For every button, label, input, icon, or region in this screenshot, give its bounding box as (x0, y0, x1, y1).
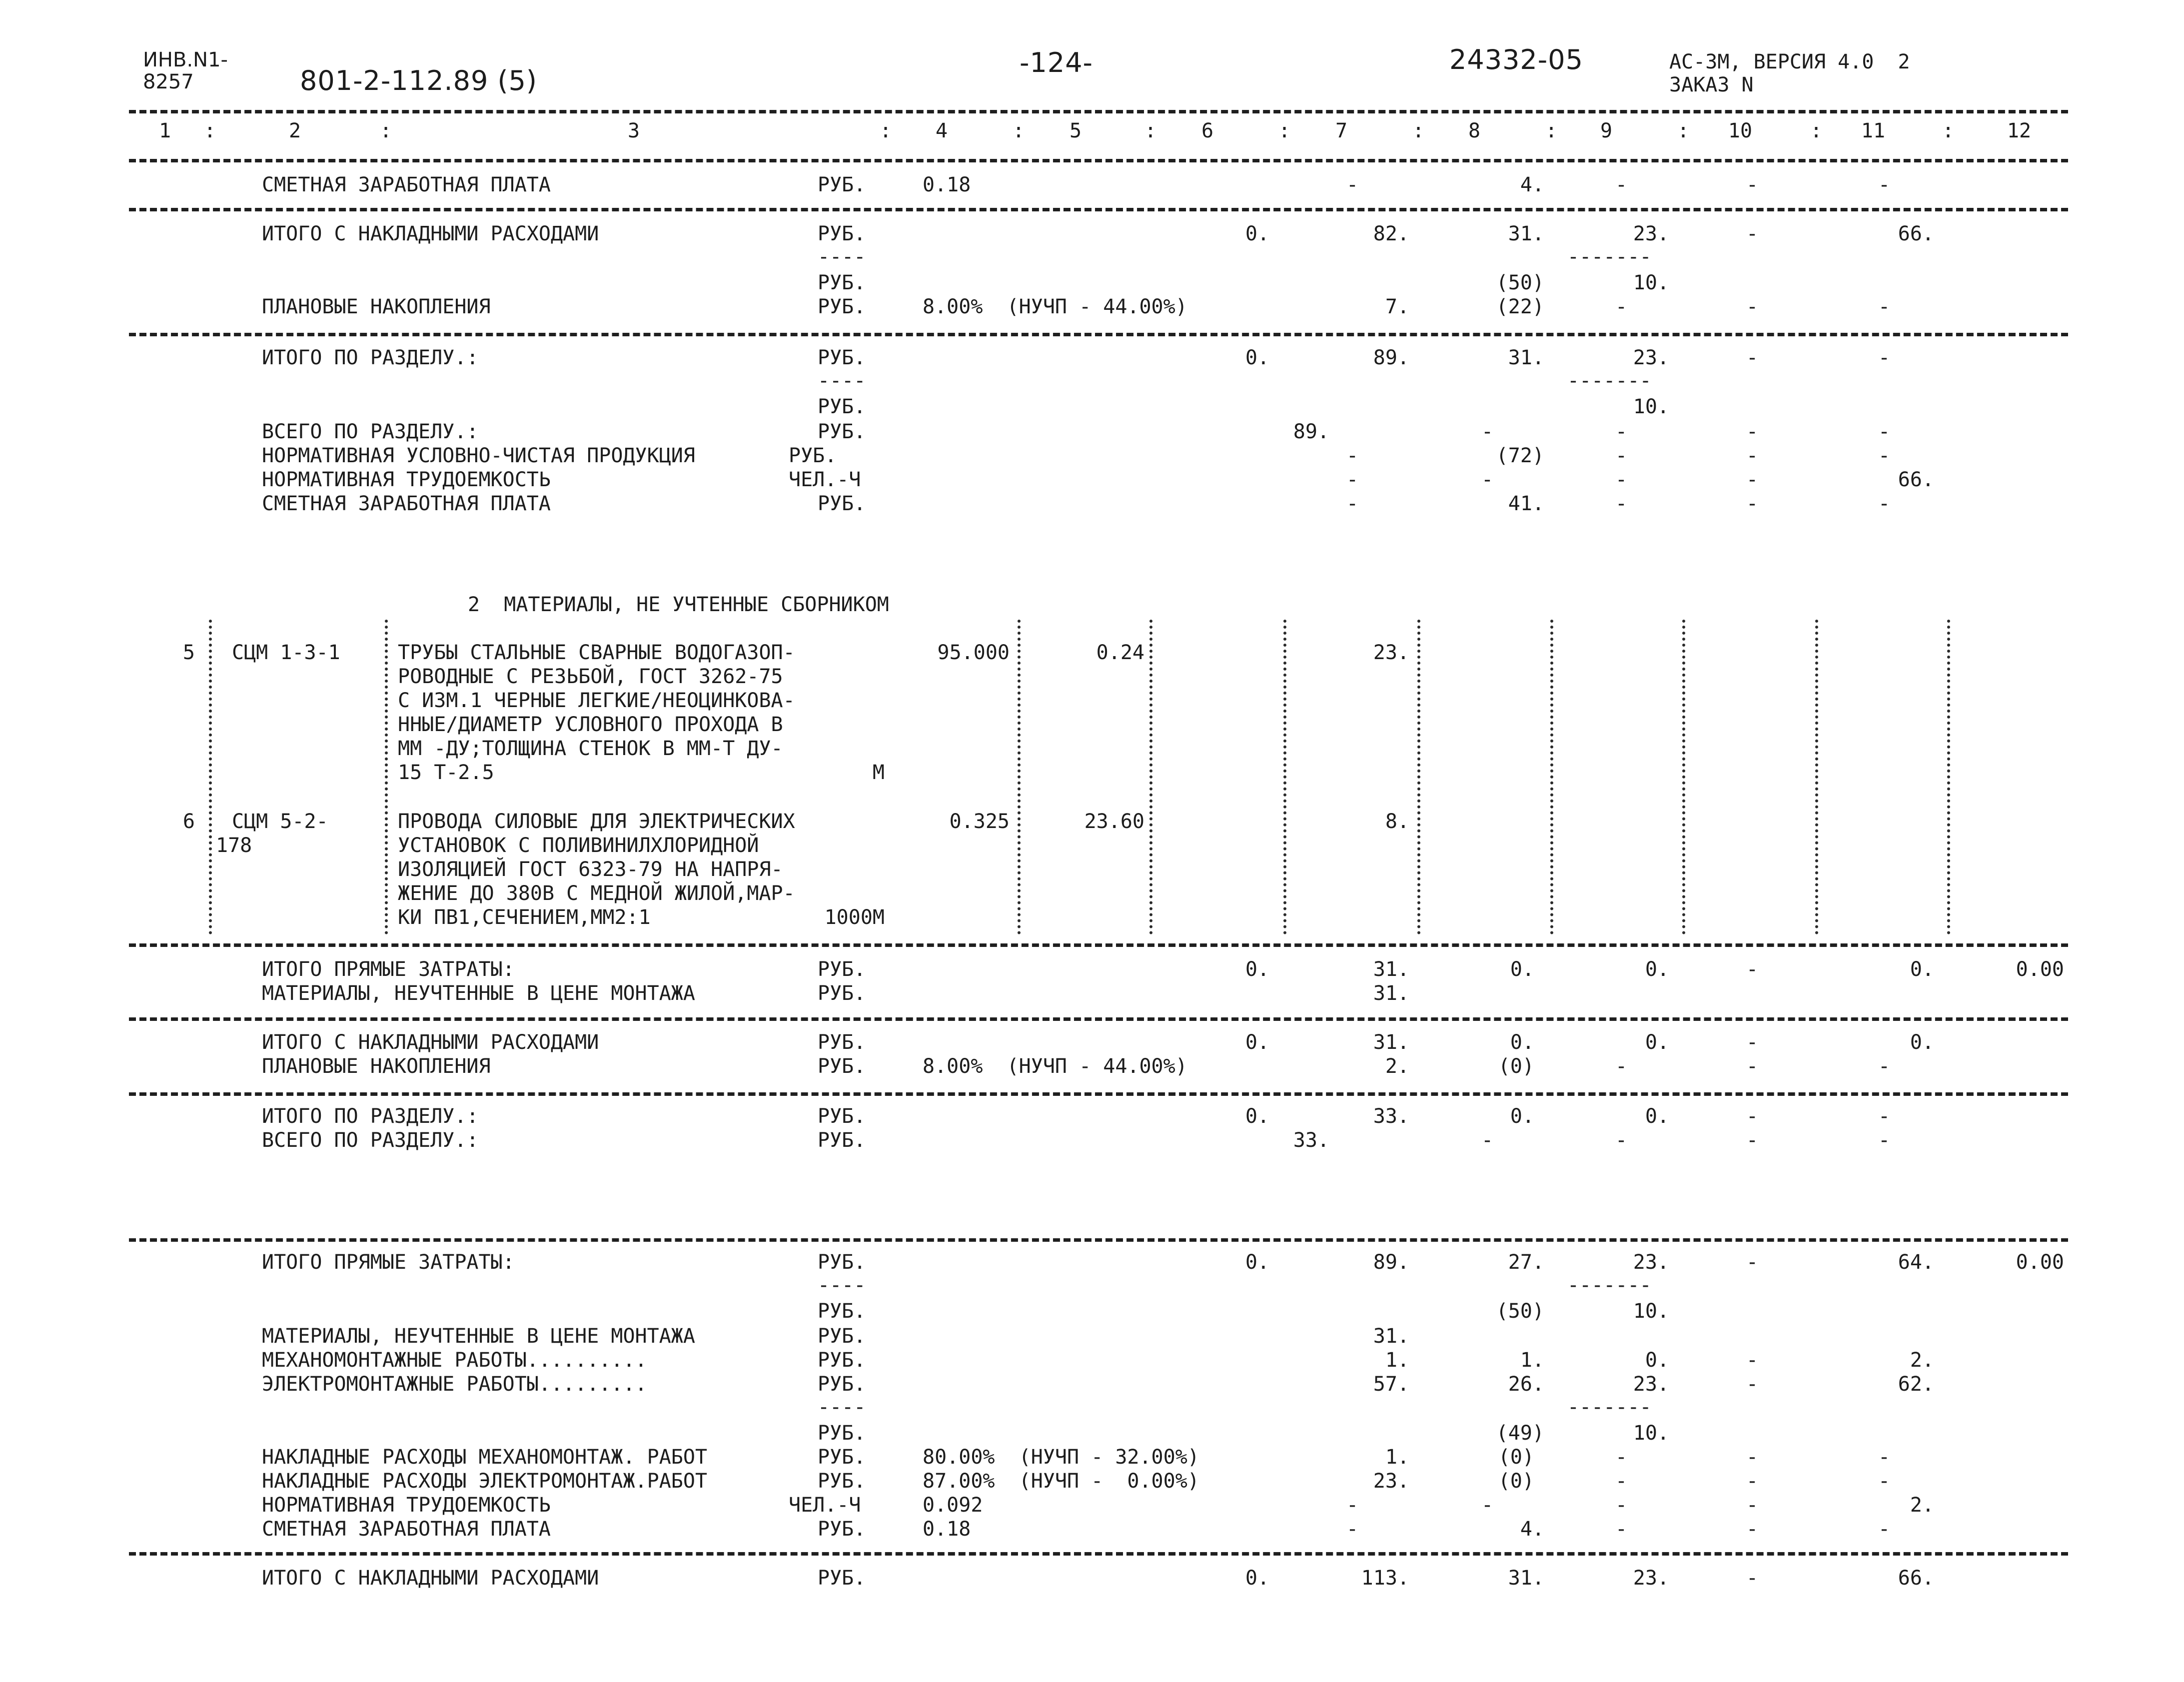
document-code: 801-2-112.89 (5) (300, 65, 537, 96)
cell-col7: 89. (1373, 1251, 1409, 1274)
order-number-label: ЗАКАЗ N (1669, 73, 1754, 96)
item-unit: М (872, 761, 885, 784)
cell-col11: - (1878, 1105, 1891, 1128)
row-label: ИТОГО ПРЯМЫЕ ЗАТРАТЫ: (262, 1251, 515, 1274)
cell-col9: 10. (1633, 271, 1669, 294)
cell-col9: - (1615, 1055, 1628, 1078)
row-label: ИТОГО ПРЯМЫЕ ЗАТРАТЫ: (262, 958, 515, 981)
header-bottom-rule (129, 159, 2068, 162)
cell-col9: 10. (1633, 395, 1669, 418)
cell-col11: 2. (1910, 1494, 1934, 1517)
cell-col10: - (1746, 346, 1759, 369)
cell-col7: 31. (1373, 1031, 1409, 1054)
cell-col7: - (1346, 444, 1359, 467)
cell-col8: (72) (1496, 444, 1544, 467)
cell-col8: 4. (1520, 173, 1544, 196)
cell-col6: 0. (1245, 346, 1269, 369)
cell-col8: - (1481, 420, 1494, 443)
cell-col7: 8. (1385, 810, 1409, 833)
item-description-line: ПРОВОДА СИЛОВЫЕ ДЛЯ ЭЛЕКТРИЧЕСКИХ (398, 810, 795, 833)
column-divider (1815, 620, 1818, 934)
cell-col7: 31. (1373, 1325, 1409, 1348)
row-label: СМЕТНАЯ ЗАРАБОТНАЯ ПЛАТА (262, 173, 551, 196)
item-unit-price: 23.60 (1084, 810, 1144, 833)
cell-col9: 10. (1633, 1300, 1669, 1323)
cell-col10: - (1746, 1349, 1759, 1372)
cell-col10: - (1746, 1105, 1759, 1128)
cell-col8: - (1481, 468, 1494, 491)
section-title: 2 МАТЕРИАЛЫ, НЕ УЧТЕННЫЕ СБОРНИКОМ (468, 593, 889, 616)
item-code: СЦМ 5-2- (232, 810, 328, 833)
row-label: НОРМАТИВНАЯ УСЛОВНО-ЧИСТАЯ ПРОДУКЦИЯ (262, 444, 695, 467)
column-header: 11 (1861, 119, 1886, 142)
column-divider (1550, 620, 1553, 934)
row-label: ИТОГО С НАКЛАДНЫМИ РАСХОДАМИ (262, 1031, 599, 1054)
percent-note: 8.00% (НУЧП - 44.00%) (923, 1055, 1187, 1078)
cell-col11: - (1878, 173, 1891, 196)
item-description-line: ТРУБЫ СТАЛЬНЫЕ СВАРНЫЕ ВОДОГАЗОП- (398, 641, 795, 664)
cell-col7: 82. (1373, 222, 1409, 245)
row-unit: РУБ. (818, 1518, 866, 1541)
item-quantity: 95.000 (937, 641, 1010, 664)
item-description-line: 15 Т-2.5 (398, 761, 494, 784)
item-description-line: РОВОДНЫЕ С РЕЗЬБОЙ, ГОСТ 3262-75 (398, 665, 783, 688)
cell-col10: - (1746, 1251, 1759, 1274)
row-label: МЕХАНОМОНТАЖНЫЕ РАБОТЫ.......... (262, 1349, 647, 1372)
row-label: СМЕТНАЯ ЗАРАБОТНАЯ ПЛАТА (262, 492, 551, 515)
row-unit: РУБ. (818, 1349, 866, 1372)
cell-col7: - (1346, 1494, 1359, 1517)
cell-col10: - (1746, 1494, 1759, 1517)
cell-col8: - (1481, 1129, 1494, 1152)
cell-col10: - (1746, 173, 1759, 196)
system-version: АС-ЗМ, ВЕРСИЯ 4.0 2 (1669, 50, 1910, 73)
inventory-number: ИНВ.N1- 8257 (143, 48, 228, 93)
row-unit: РУБ. (818, 295, 866, 318)
column-divider (209, 620, 212, 934)
cell-col8: (50) (1496, 271, 1544, 294)
item-description-line: УСТАНОВОК С ПОЛИВИНИЛХЛОРИДНОЙ (398, 834, 759, 857)
cell-col10: - (1746, 1518, 1759, 1541)
cell-col8: (22) (1496, 295, 1544, 318)
cell-col8: 4. (1520, 1518, 1544, 1541)
cell-col10: - (1746, 444, 1759, 467)
column-divider (1417, 620, 1420, 934)
cell-col6-7: 89. (1293, 420, 1329, 443)
row-rule (129, 1017, 2068, 1021)
cell-col4: 0.18 (923, 173, 971, 196)
cell-col11: - (1878, 346, 1891, 369)
row-unit: РУБ. (818, 271, 866, 294)
cell-col10: - (1746, 1129, 1759, 1152)
cell-col10: - (1746, 1470, 1759, 1493)
row-unit: РУБ. (818, 346, 866, 369)
row-label: СМЕТНАЯ ЗАРАБОТНАЯ ПЛАТА (262, 1518, 551, 1541)
row-label: НАКЛАДНЫЕ РАСХОДЫ ЭЛЕКТРОМОНТАЖ.РАБОТ (262, 1470, 708, 1493)
row-rule (129, 333, 2068, 336)
row-unit: РУБ. (818, 492, 866, 515)
cell-col10: - (1746, 1446, 1759, 1469)
row-label: ИТОГО С НАКЛАДНЫМИ РАСХОДАМИ (262, 222, 599, 245)
column-header: 9 (1600, 119, 1613, 142)
cell-underline: ------- (1567, 1274, 1652, 1297)
cell-col4: 0.18 (923, 1518, 971, 1541)
row-unit: РУБ. (818, 982, 866, 1005)
item-quantity: 0.325 (949, 810, 1010, 833)
cell-col7: 57. (1373, 1373, 1409, 1396)
cell-col8: (0) (1498, 1446, 1534, 1469)
unit-underline: ---- (818, 369, 866, 392)
row-unit: РУБ. (818, 420, 866, 443)
cell-col8: 31. (1508, 1567, 1544, 1590)
cell-col8: 0. (1510, 1105, 1534, 1128)
row-unit: РУБ. (818, 1105, 866, 1128)
cell-col7: - (1346, 468, 1359, 491)
cell-col7: 23. (1373, 641, 1409, 664)
row-label: НАКЛАДНЫЕ РАСХОДЫ МЕХАНОМОНТАЖ. РАБОТ (262, 1446, 708, 1469)
cell-col6: 0. (1245, 222, 1269, 245)
cell-col9: - (1615, 420, 1628, 443)
cell-col10: - (1746, 492, 1759, 515)
cell-col11: - (1878, 1055, 1891, 1078)
unit-underline: ---- (818, 1396, 866, 1419)
cell-col8: 0. (1510, 958, 1534, 981)
item-description-line: КИ ПВ1,СЕЧЕНИЕМ,ММ2:1 (398, 906, 651, 929)
cell-col11: 64. (1898, 1251, 1934, 1274)
row-label: ПЛАНОВЫЕ НАКОПЛЕНИЯ (262, 1055, 491, 1078)
row-unit: РУБ. (818, 1446, 866, 1469)
cell-col10: - (1746, 1373, 1759, 1396)
row-label: ПЛАНОВЫЕ НАКОПЛЕНИЯ (262, 295, 491, 318)
cell-col9: 0. (1645, 958, 1669, 981)
cell-col11: - (1878, 492, 1891, 515)
cell-col8: 41. (1508, 492, 1544, 515)
row-rule (129, 943, 2068, 947)
row-unit: РУБ. (818, 1129, 866, 1152)
column-header: 6 (1201, 119, 1214, 142)
row-unit: ЧЕЛ.-Ч (789, 1494, 861, 1517)
cell-col12: 0.00 (2016, 958, 2064, 981)
cell-col7: 113. (1361, 1567, 1409, 1590)
cell-col11: - (1878, 444, 1891, 467)
cell-col7: - (1346, 1518, 1359, 1541)
column-divider (1149, 620, 1152, 934)
cell-col9: 0. (1645, 1349, 1669, 1372)
cell-col9: - (1615, 468, 1628, 491)
row-rule (129, 1092, 2068, 1096)
cell-col8: (0) (1498, 1470, 1534, 1493)
document-stamp-number: 24332-05 (1449, 44, 1583, 75)
row-label: ВСЕГО ПО РАЗДЕЛУ.: (262, 420, 479, 443)
cell-col6: 0. (1245, 1251, 1269, 1274)
row-label: МАТЕРИАЛЫ, НЕУЧТЕННЫЕ В ЦЕНЕ МОНТАЖА (262, 982, 695, 1005)
cell-col6: 0. (1245, 1105, 1269, 1128)
cell-col8: 31. (1508, 346, 1544, 369)
column-header: 5 (1069, 119, 1082, 142)
cell-col7: 31. (1373, 958, 1409, 981)
cell-col8: (50) (1496, 1300, 1544, 1323)
cell-col9: - (1615, 1518, 1628, 1541)
cell-col10: - (1746, 1031, 1759, 1054)
item-code: 178 (216, 834, 252, 857)
column-header: 8 (1468, 119, 1481, 142)
cell-col8: 0. (1510, 1031, 1534, 1054)
percent-note: 80.00% (НУЧП - 32.00%) (923, 1446, 1199, 1469)
column-divider (1018, 620, 1021, 934)
row-label: МАТЕРИАЛЫ, НЕУЧТЕННЫЕ В ЦЕНЕ МОНТАЖА (262, 1325, 695, 1348)
cell-col6: 0. (1245, 1031, 1269, 1054)
item-description-line: С ИЗМ.1 ЧЕРНЫЕ ЛЕГКИЕ/НЕОЦИНКОВА- (398, 689, 795, 712)
row-unit: РУБ. (818, 1373, 866, 1396)
table-top-rule (129, 110, 2068, 113)
row-unit: РУБ. (818, 395, 866, 418)
percent-note: 8.00% (НУЧП - 44.00%) (923, 295, 1187, 318)
row-unit: РУБ. (818, 1470, 866, 1493)
cell-col11: - (1878, 1129, 1891, 1152)
column-header: 3 (627, 119, 640, 142)
row-label: ЭЛЕКТРОМОНТАЖНЫЕ РАБОТЫ......... (262, 1373, 647, 1396)
cell-col9: - (1615, 1446, 1628, 1469)
row-unit: РУБ. (818, 1300, 866, 1323)
cell-col8: 1. (1520, 1349, 1544, 1372)
row-label: НОРМАТИВНАЯ ТРУДОЕМКОСТЬ (262, 468, 551, 491)
row-unit: РУБ. (818, 1567, 866, 1590)
cell-col9: 23. (1633, 346, 1669, 369)
cell-col7: - (1346, 173, 1359, 196)
item-unit-price: 0.24 (1096, 641, 1144, 664)
row-unit: ЧЕЛ.-Ч (789, 468, 861, 491)
column-divider (1283, 620, 1286, 934)
item-unit: 1000М (824, 906, 885, 929)
column-header: 1 (158, 119, 171, 142)
row-unit: РУБ. (818, 1251, 866, 1274)
row-rule (129, 1238, 2068, 1242)
cell-col10: - (1746, 1567, 1759, 1590)
cell-col6: 0. (1245, 958, 1269, 981)
page-number: -124- (1020, 47, 1093, 78)
column-divider (1682, 620, 1685, 934)
cell-col10: - (1746, 222, 1759, 245)
cell-col9: - (1615, 173, 1628, 196)
cell-col10: - (1746, 468, 1759, 491)
cell-col9: 0. (1645, 1031, 1669, 1054)
cell-col11: 0. (1910, 958, 1934, 981)
row-rule (129, 1552, 2068, 1556)
row-unit: РУБ. (789, 444, 837, 467)
row-label: ИТОГО ПО РАЗДЕЛУ.: (262, 346, 479, 369)
item-code: СЦМ 1-3-1 (232, 641, 340, 664)
cell-col7: 1. (1385, 1446, 1409, 1469)
cell-col7: - (1346, 492, 1359, 515)
cell-col11: - (1878, 420, 1891, 443)
cell-col9: - (1615, 1470, 1628, 1493)
cell-col8: (49) (1496, 1422, 1544, 1445)
cell-col7: 2. (1385, 1055, 1409, 1078)
cell-col8: 27. (1508, 1251, 1544, 1274)
item-number: 5 (182, 641, 195, 664)
cell-col7: 7. (1385, 295, 1409, 318)
cell-col9: 10. (1633, 1422, 1669, 1445)
cell-col9: - (1615, 295, 1628, 318)
cell-col10: - (1746, 420, 1759, 443)
row-rule (129, 208, 2068, 211)
cell-col9: 0. (1645, 1105, 1669, 1128)
unit-underline: ---- (818, 245, 866, 268)
cell-col11: - (1878, 1446, 1891, 1469)
cell-col11: 2. (1910, 1349, 1934, 1372)
cell-underline: ------- (1567, 1396, 1652, 1419)
cell-col10: - (1746, 1055, 1759, 1078)
row-unit: РУБ. (818, 1422, 866, 1445)
column-divider (1947, 620, 1950, 934)
cell-col10: - (1746, 958, 1759, 981)
cell-col12: 0.00 (2016, 1251, 2064, 1274)
cell-col7: 1. (1385, 1349, 1409, 1372)
column-header: 2 (288, 119, 301, 142)
row-label: ВСЕГО ПО РАЗДЕЛУ.: (262, 1129, 479, 1152)
cell-col7: 31. (1373, 982, 1409, 1005)
cell-underline: ------- (1567, 369, 1652, 392)
column-header: 12 (2007, 119, 2032, 142)
row-label: НОРМАТИВНАЯ ТРУДОЕМКОСТЬ (262, 1494, 551, 1517)
unit-underline: ---- (818, 1274, 866, 1297)
cell-col9: - (1615, 1494, 1628, 1517)
cell-col11: 0. (1910, 1031, 1934, 1054)
cell-col7: 89. (1373, 346, 1409, 369)
item-number: 6 (182, 810, 195, 833)
cell-col8: 26. (1508, 1373, 1544, 1396)
cell-col9: - (1615, 492, 1628, 515)
percent-note: 87.00% (НУЧП - 0.00%) (923, 1470, 1199, 1493)
row-unit: РУБ. (818, 222, 866, 245)
cell-underline: ------- (1567, 245, 1652, 268)
cell-col8: (0) (1498, 1055, 1534, 1078)
cell-col9: 23. (1633, 222, 1669, 245)
item-description-line: ИЗОЛЯЦИЕЙ ГОСТ 6323-79 НА НАПРЯ- (398, 858, 783, 881)
cell-col10: - (1746, 295, 1759, 318)
cell-col11: - (1878, 1518, 1891, 1541)
column-header: 7 (1335, 119, 1348, 142)
cell-col9: 23. (1633, 1567, 1669, 1590)
cell-col11: 62. (1898, 1373, 1934, 1396)
cell-col4: 0.092 (923, 1494, 983, 1517)
cell-col11: 66. (1898, 468, 1934, 491)
row-unit: РУБ. (818, 1031, 866, 1054)
column-header: 4 (935, 119, 948, 142)
item-description-line: ННЫЕ/ДИАМЕТР УСЛОВНОГО ПРОХОДА В (398, 713, 783, 736)
cell-col9: - (1615, 1129, 1628, 1152)
row-unit: РУБ. (818, 173, 866, 196)
column-divider (385, 620, 388, 934)
cell-col7: 23. (1373, 1470, 1409, 1493)
cell-col11: - (1878, 295, 1891, 318)
row-label: ИТОГО ПО РАЗДЕЛУ.: (262, 1105, 479, 1128)
item-description-line: ЖЕНИЕ ДО 380В С МЕДНОЙ ЖИЛОЙ,МАР- (398, 882, 795, 905)
cell-col9: - (1615, 444, 1628, 467)
column-header: 10 (1728, 119, 1753, 142)
cell-col8: - (1481, 1494, 1494, 1517)
item-description-line: ММ -ДУ;ТОЛЩИНА СТЕНОК В ММ-Т ДУ- (398, 737, 783, 760)
row-label: ИТОГО С НАКЛАДНЫМИ РАСХОДАМИ (262, 1567, 599, 1590)
cell-col9: 23. (1633, 1373, 1669, 1396)
row-unit: РУБ. (818, 1055, 866, 1078)
row-unit: РУБ. (818, 1325, 866, 1348)
row-unit: РУБ. (818, 958, 866, 981)
cell-col6-7: 33. (1293, 1129, 1329, 1152)
cell-col6: 0. (1245, 1567, 1269, 1590)
cell-col9: 23. (1633, 1251, 1669, 1274)
cell-col11: 66. (1898, 1567, 1934, 1590)
cell-col11: 66. (1898, 222, 1934, 245)
cell-col8: 31. (1508, 222, 1544, 245)
cell-col11: - (1878, 1470, 1891, 1493)
cell-col7: 33. (1373, 1105, 1409, 1128)
